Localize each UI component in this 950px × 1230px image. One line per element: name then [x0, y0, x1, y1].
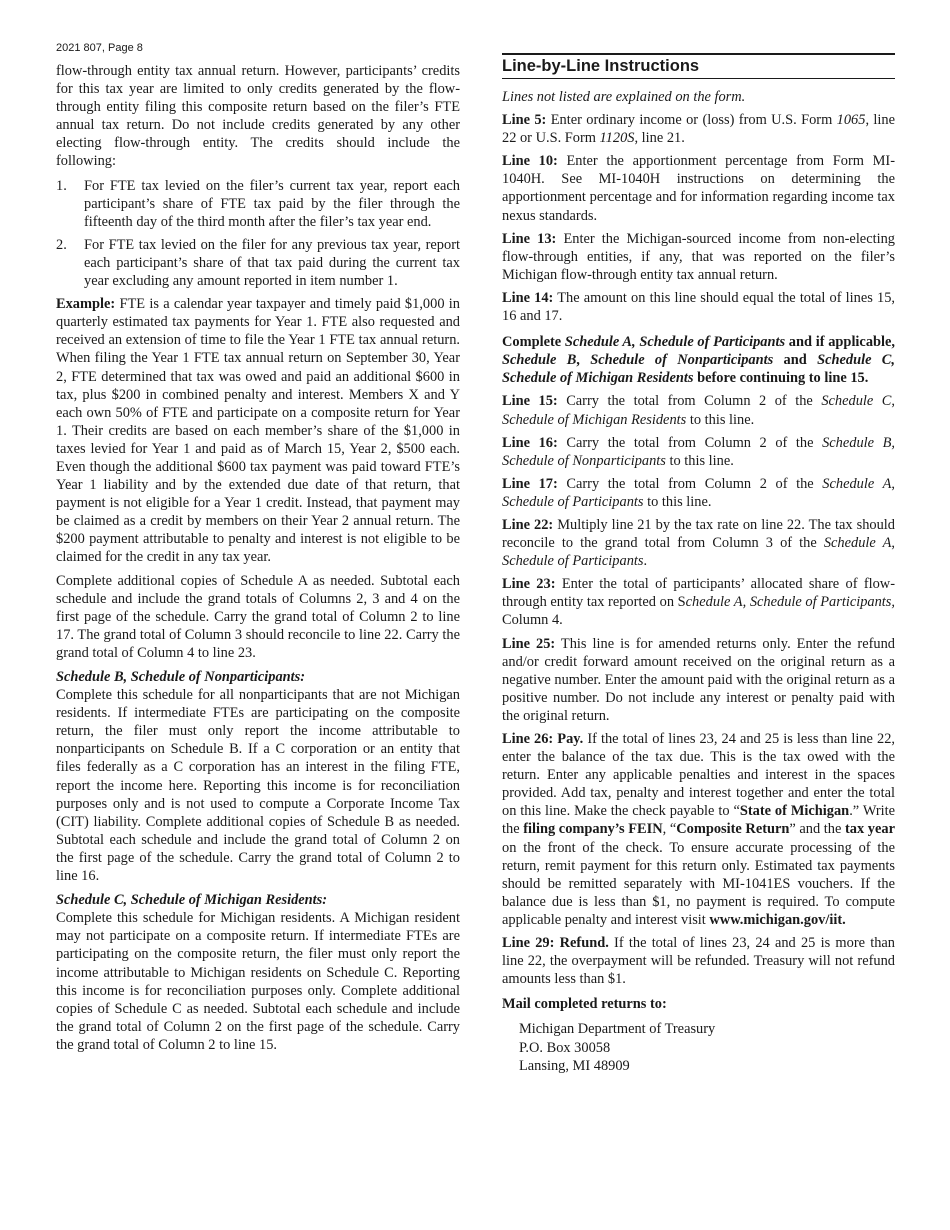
line-text: to this line. [665, 452, 734, 469]
line-text: If the total of lines 23, 24 and 25 is less than line 22, enter the balance of the tax due. This is the tax owed with the return. Enter any applicable penalties and interest in the spaces provided. Add tax, penalty and interest together and enter the total on this line. Make the check payable to “ [502, 731, 895, 820]
schedule-reference: Schedule B, Schedule of Nonparticipants [502, 434, 895, 469]
line-text: , [891, 535, 895, 552]
additional-copies-paragraph: Complete additional copies of Schedule A as needed. Subtotal each schedule and include the grand totals of Columns 2, 3 and 4 on the first page of the schedule. Carry the grand total of Column 2 to line 17. The grand total of Column 3 should reconcile to line 22. Carry the grand total of Column 4 to line 23. [56, 572, 460, 661]
line-text: , “ [662, 821, 677, 838]
mailing-address [519, 1020, 895, 1074]
right-column [502, 53, 895, 1075]
line-label: Line 22: [502, 516, 554, 533]
list-item-text: For FTE tax levied on the filer for any previous tax year, report each participant’s share of that tax paid during the current tax year excluding any amount reported in item number 1. [84, 236, 460, 290]
intro-note: Lines not listed are explained on the form. [502, 89, 746, 105]
line-label: Line 26: Pay. [502, 731, 584, 747]
line-25 [502, 635, 895, 725]
form-reference: 1120S [599, 130, 635, 147]
line-text: Carry the total from Column 2 of the [557, 434, 823, 451]
schedule-reference: Schedule of Participants [502, 493, 644, 510]
example-paragraph [56, 295, 460, 566]
payee-name: State of Michigan [739, 803, 850, 820]
section-title: Line-by-Line Instructions [502, 53, 895, 79]
line-14 [502, 289, 895, 325]
line-text: Column 4. [502, 612, 563, 629]
schedule-reference: Schedule of Michigan Residents [502, 411, 687, 428]
line-text: The amount on this line should equal the total of lines 15, 16 and 17. [502, 289, 895, 325]
website-link[interactable]: www.michigan.gov/iit. [709, 911, 846, 928]
address-line: Michigan Department of Treasury [519, 1021, 716, 1038]
list-item [56, 236, 460, 290]
schedule-reference: Schedule C [821, 393, 892, 410]
list-item-text: For FTE tax levied on the filer’s current tax year, report each participant’s share of FTE tax paid by the filer through the fifteenth day of the third month after the filer’s tax year end. [84, 177, 460, 230]
line-text: , [891, 475, 895, 492]
note-text: before continuing to line 15. [693, 370, 869, 387]
schedule-reference: Schedule A [822, 475, 892, 492]
form-reference: 1065 [836, 112, 866, 129]
line-label: Line 17: [502, 475, 558, 492]
credit-list [56, 177, 460, 291]
line-label: Line 10: [502, 153, 558, 170]
line-17 [502, 475, 895, 511]
list-item-number: 2. [56, 236, 67, 253]
complete-schedules-note [502, 333, 895, 387]
line-label: Line 13: [502, 230, 557, 247]
line-text: , line 22 or U.S. Form [502, 112, 895, 147]
line-text: . [643, 553, 648, 570]
line-text: If the total of lines 23, 24 and 25 is more than line 22, the overpayment will be refunded. Treasury will not refund amounts less than $1. [502, 935, 896, 988]
schedule-b-heading: Schedule B, Schedule of Nonparticipants: [56, 669, 306, 685]
line-text: ” and the [789, 821, 845, 838]
line-label: Line 14: [502, 289, 554, 306]
line-label: Line 16: [502, 434, 558, 451]
line-text: , line 21. [634, 130, 685, 147]
left-column [56, 62, 460, 1054]
line-label: Line 29: Refund. [502, 935, 609, 952]
intro-paragraph: flow-through entity tax annual return. However, participants’ credits for this tax year are limited to only credits generated by the flow-through entity filing this composite return based on the filer’s FTE annual tax return. Do not include credits generated by any other electing flow-through entity. The credits should include the following: [56, 63, 460, 170]
address-line: P.O. Box 30058 [519, 1039, 611, 1056]
line-text: to this line. [686, 411, 755, 428]
line-16 [502, 434, 895, 470]
line-label: Line 23: [502, 576, 556, 593]
emphasis-text: filing company’s FEIN [523, 821, 663, 838]
line-label: Line 5: [502, 112, 547, 129]
line-text: , [891, 393, 895, 410]
schedule-reference: Schedule A, Schedule of Participants [564, 334, 786, 351]
schedule-reference: Schedule of Participants [502, 553, 644, 570]
line-23 [502, 575, 895, 629]
address-line: Lansing, MI 48909 [519, 1057, 630, 1074]
line-10 [502, 152, 895, 224]
note-text: and [773, 352, 818, 369]
line-15 [502, 392, 895, 428]
note-text: , [576, 352, 591, 369]
line-26 [502, 730, 895, 929]
line-text: Enter ordinary income or (loss) from U.S. Form [546, 112, 837, 129]
line-text: Carry the total from Column 2 of the [557, 475, 823, 492]
schedule-b-text: Complete this schedule for all nonparticipants that are not Michigan residents. If intermediate FTEs are participating on the composite return, the filer must only report the income attributable to nonparticipants on Schedule B. If a C corporation or an entity that files federally as a C corporation has an interest in the filing FTE, report the income here. Reporting this income is for reconciliation purposes only and is not used to compute a Corporate Income Tax (CIT) liability. Complete additional copies of Schedule B as needed. Subtotal each schedule and include the grand total of Column 2 on the first page of the schedule. Carry the grand total of Column 2 to line 16. [56, 687, 460, 885]
list-item [56, 177, 460, 231]
schedule-reference: Schedule C, Schedule of Michigan Residents [502, 352, 895, 387]
emphasis-text: Composite Return [676, 821, 790, 838]
schedule-reference: Schedule A [823, 535, 892, 552]
line-text: Carry the total from Column 2 of the [557, 393, 822, 410]
line-text: Multiply line 21 by the tax rate on line 22. The tax should reconcile to the grand total from Column 3 of the [502, 516, 895, 552]
line-13 [502, 230, 895, 284]
line-text: on the front of the check. To ensure accurate processing of the return, remit payment for this return only. Estimated tax payments should be remitted separately with MI-1041ES vouchers. If the balance due is less than $1, no payment is required. To compute applicable penalty and interest visit [502, 839, 895, 928]
line-text: Enter the apportionment percentage from Form MI-1040H. See MI-1040H instructions on determining the apportionment percentage and for information regarding income tax nexus standards. [502, 153, 895, 224]
mail-heading: Mail completed returns to: [502, 996, 667, 1013]
page-header: 2021 807, Page 8 [56, 42, 143, 54]
line-29 [502, 934, 895, 988]
line-text: to this line. [643, 493, 712, 510]
line-text: Enter the total of participants’ allocated share of flow-through entity tax reported on S [502, 576, 895, 611]
schedule-reference: chedule A, Schedule of Participants, [685, 594, 895, 611]
note-text: and if applicable, [785, 334, 896, 351]
line-text: This line is for amended returns only. Enter the refund and/or credit forward amount received on the original return as a negative number. Enter the amount paid with the original return as a positive number. Do not include any interest or penalty paid with the original return. [502, 635, 895, 724]
line-22 [502, 516, 895, 570]
note-text: Complete [502, 334, 565, 351]
line-label: Line 25: [502, 635, 556, 652]
schedule-c-heading: Schedule C, Schedule of Michigan Residents: [56, 892, 328, 909]
emphasis-text: tax year [845, 821, 895, 838]
line-5 [502, 111, 895, 147]
schedule-c-text: Complete this schedule for Michigan residents. A Michigan resident may not participate on a composite return. If intermediate FTEs are participating on the composite return, the filer must only report the income attributable to Michigan residents on Schedule C. Reporting this income is for reconciliation purposes only. Complete additional copies of Schedule C as needed. Subtotal each schedule and include the grand total of Column 2 on the first page of the schedule. Carry the grand total of Column 2 to line 15. [56, 910, 460, 1053]
schedule-reference: Schedule B [502, 352, 577, 369]
schedule-reference: Schedule of Nonparticipants [590, 352, 774, 369]
line-text: Enter the Michigan-sourced income from non-electing flow-through entities, if any, that was reported on the filer’s Michigan flow-through entity tax annual return. [502, 230, 895, 283]
list-item-number: 1. [56, 177, 67, 194]
line-label: Line 15: [502, 393, 558, 410]
example-text: FTE is a calendar year taxpayer and timely paid $1,000 in quarterly estimated tax payments for Year 1. FTE also requested and received an extension of time to file the Year 1 FTE tax annual return. When filing the Year 1 FTE tax annual return on September 30, Year 2, FTE determined that tax was owed and paid an additional $600 in tax, plus $200 in combined penalty and interest. Members X and Y each own 50% of FTE and participate on a composite return for Year 1. Their credits are based on each member’s share of the $1,000 in taxes levied for Year 1 and paid as of March 15, Year 2, $500 each. Even though the additional $600 tax payment was paid toward FTE’s Year 1 liability and by the extended due date of that return, that payment is not eligible for a Year 1 credit. Instead, that payment may be claimed as a credit by members on their Year 2 annual return. The $200 payment attributable to penalty and interest is not eligible to be claimed for the credit in any tax year. [56, 296, 460, 566]
example-label: Example: [56, 296, 116, 313]
line-text: .” Write the [502, 803, 896, 838]
